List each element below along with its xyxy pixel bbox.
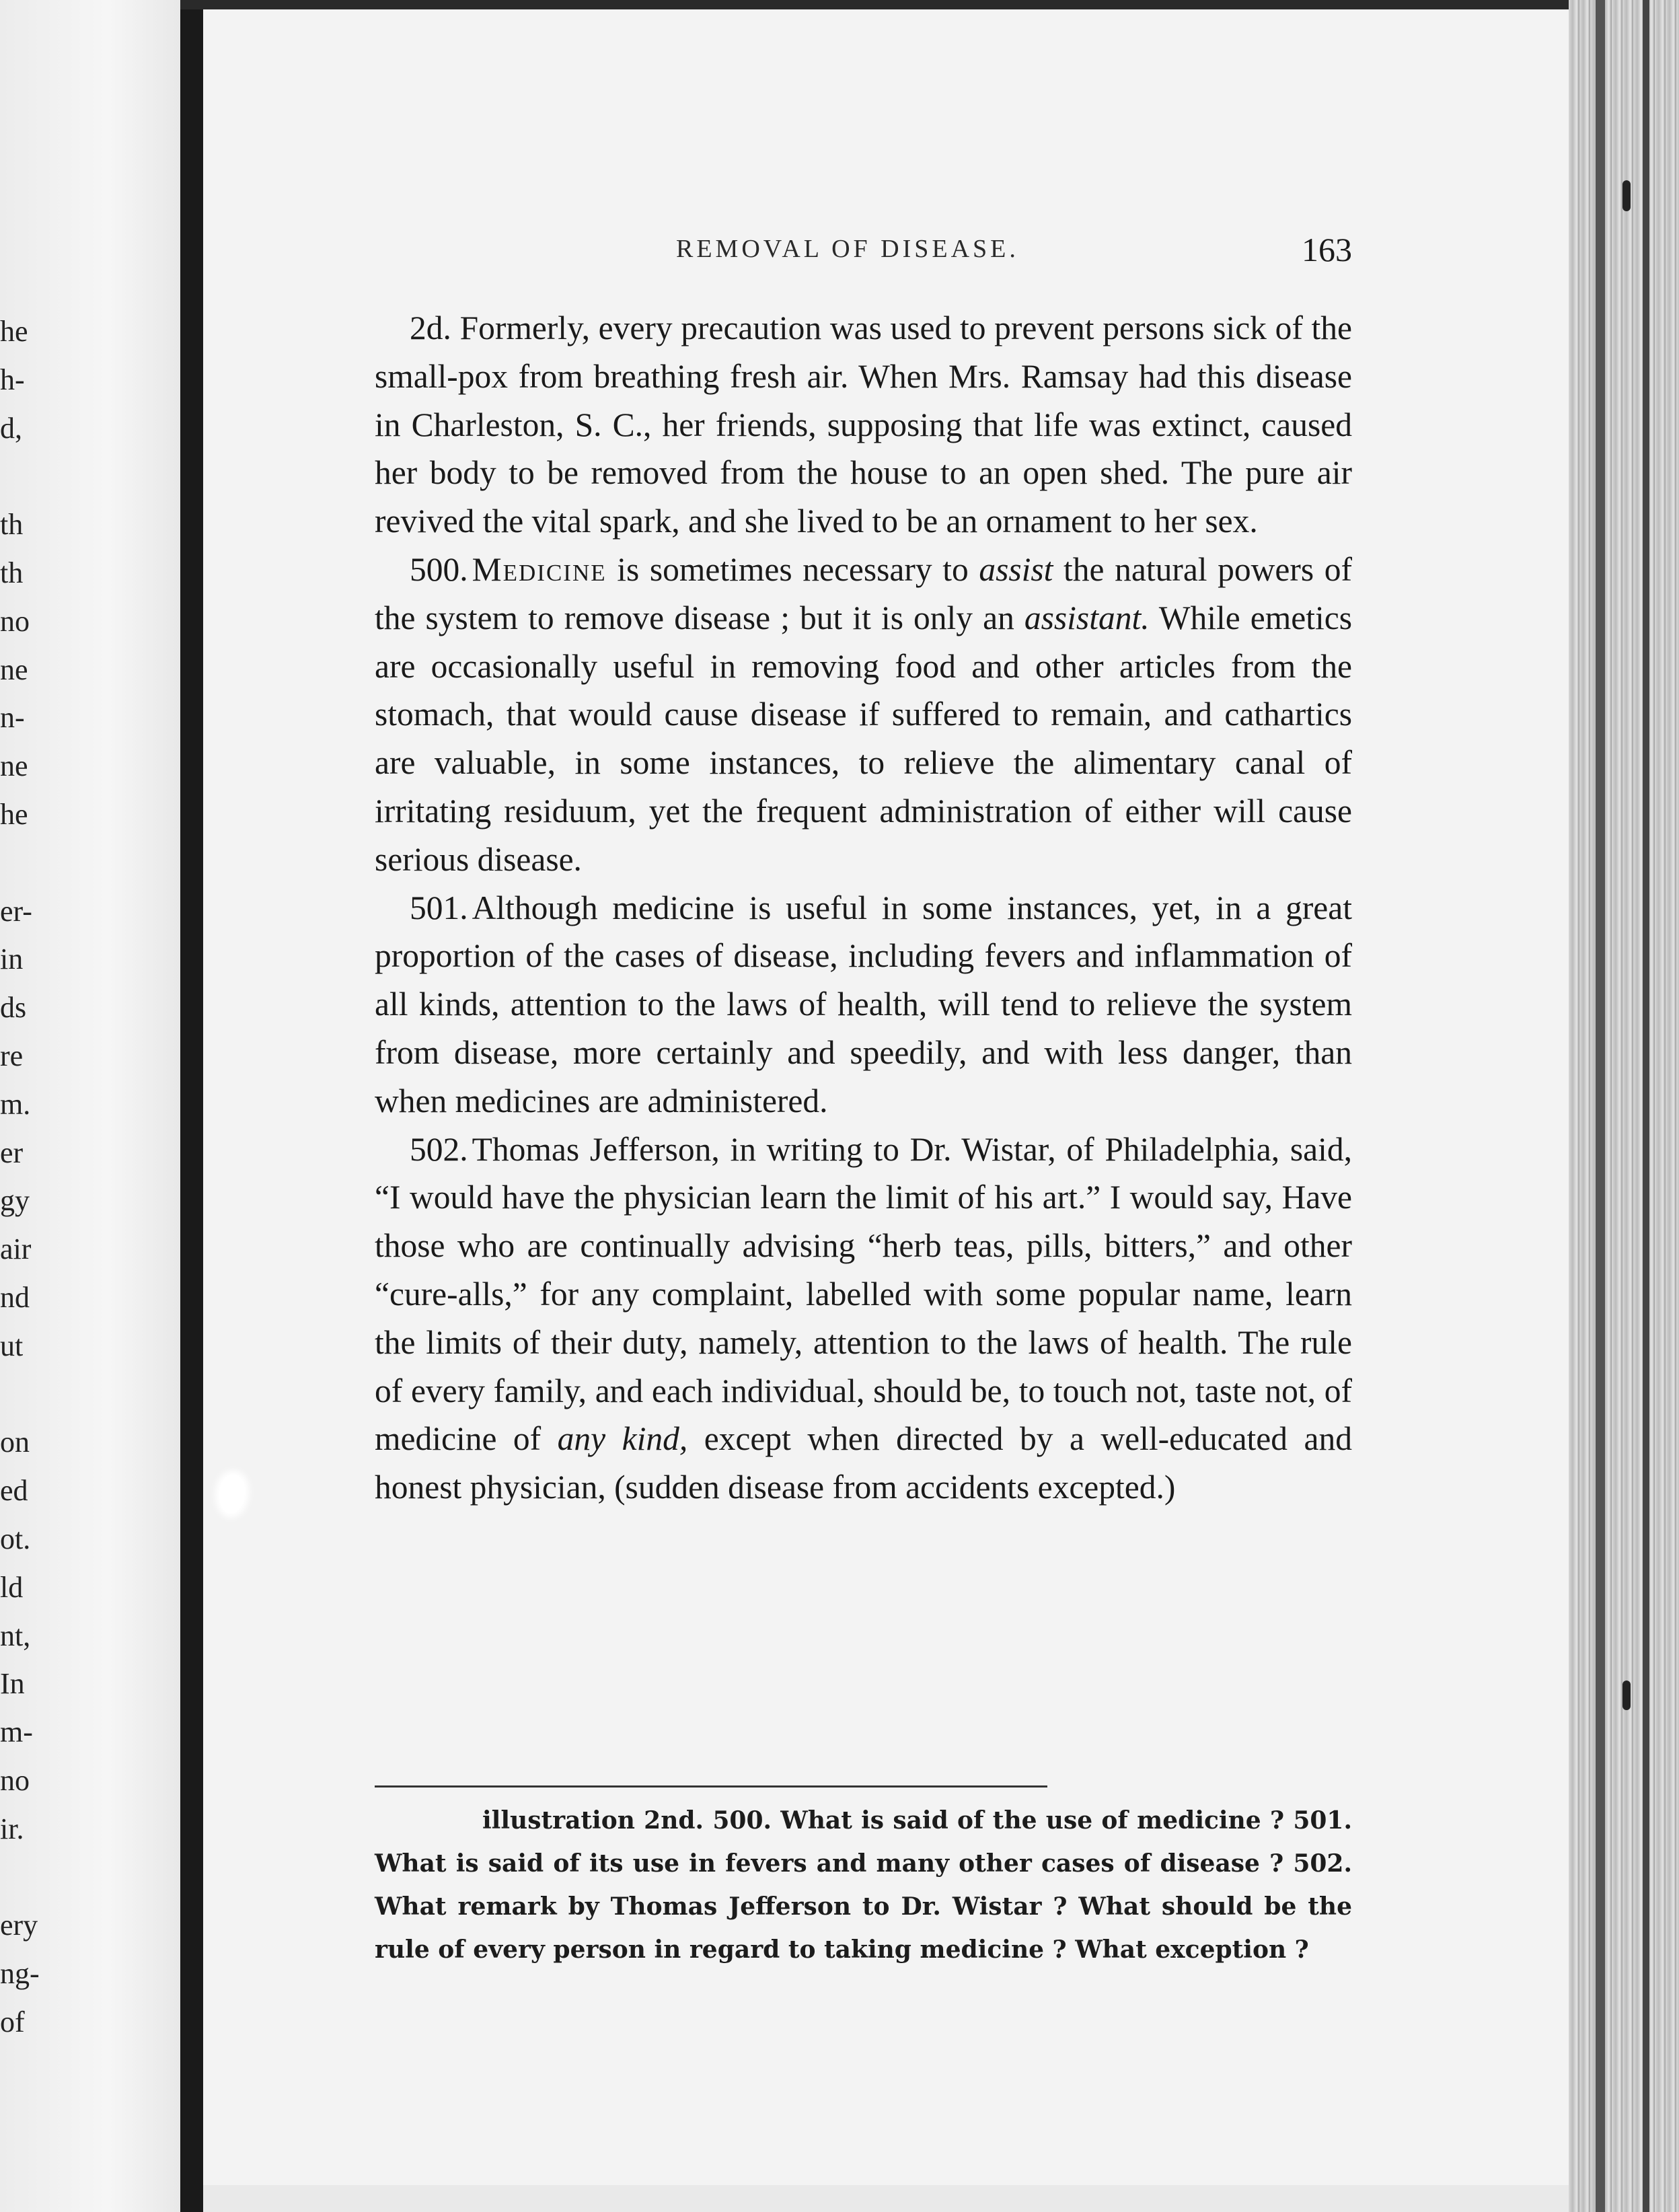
facing-page-word-fragment: d,: [0, 411, 22, 445]
paragraph-text: is sometimes necessary to: [606, 550, 979, 588]
book-gutter: [180, 0, 203, 2212]
facing-page-word-fragment: in: [0, 943, 24, 976]
facing-page-word-fragment: no: [0, 1764, 30, 1797]
facing-page-word-fragment: ir.: [0, 1812, 24, 1845]
facing-page-word-fragment: ne: [0, 749, 28, 783]
facing-page-word-fragment: ot.: [0, 1522, 31, 1555]
facing-page-word-fragment: er-: [0, 894, 32, 928]
paragraph: [375, 884, 1352, 1126]
paragraph-text: Although medicine is useful in some instances, yet, in a great proportion of the cases of disease, including fevers and inflammation of all kinds, attention to the laws of health, will tend to relieve the system from disease, more certainly and speedily, and with less danger, than when medicines are administered.: [375, 889, 1352, 1119]
facing-page-word-fragment: ery: [0, 1909, 38, 1942]
facing-page-word-fragment: m.: [0, 1087, 31, 1121]
facing-page-word-fragment: th: [0, 556, 24, 589]
facing-page-word-fragment: of: [0, 2005, 25, 2038]
edge-mark: [1622, 180, 1631, 211]
facing-page-fragment: [0, 0, 180, 2212]
italic-text: any kind,: [557, 1420, 688, 1458]
page-header: [676, 231, 1352, 274]
paragraph-text: except when directed by a well-educated and honest physician, (sudden disease from accidents excepted.): [375, 1420, 1352, 1506]
facing-page-word-fragment: n-: [0, 701, 25, 735]
facing-page-word-fragment: nd: [0, 1281, 30, 1314]
paragraph-text: the natural powers of the system to remove disease ; but it is only an: [375, 550, 1352, 636]
paragraph: [375, 304, 1352, 546]
facing-page-word-fragment: ds: [0, 991, 27, 1025]
facing-page-word-fragment: m-: [0, 1716, 33, 1749]
facing-page-word-fragment: he: [0, 798, 28, 831]
page-number: 163: [1302, 231, 1352, 268]
running-head: REMOVAL OF DISEASE.: [676, 235, 1019, 263]
facing-page-word-fragment: gy: [0, 1184, 30, 1218]
page-edges: [1569, 0, 1679, 2212]
facing-page-word-fragment: ed: [0, 1474, 28, 1508]
paragraph-text: While emetics are occasionally useful in removing food and other articles from the stomach, that would cause disease if suffered to remain, and cathartics are valuable, in some instances, to relieve the alimentary canal of irritating residuum, yet the frequent administration of either will cause serious disease.: [375, 599, 1352, 878]
paragraph-number: 500.: [410, 550, 468, 588]
paragraph-number: 501.: [410, 889, 468, 926]
edge-line: [1596, 0, 1605, 2212]
paragraph-text: 2d. Formerly, every precaution was used to prevent persons sick of the small-pox from breathing fresh air. When Mrs. Ramsay had this disease in Charleston, S. C., her friends, supposing that life was extinct, caused her body to be removed from the house to an open shed. The pure air revived the vital spark, and she lived to be an ornament to her sex.: [375, 309, 1352, 540]
questions-text: illustration 2nd. 500. What is said of the use of medicine ? 501. What is said of its use in fevers and many other cases of disease ? 502. What remark by Thomas Jefferson to Dr. Wistar ? What should be the rule of every person in regard to taking medicine ? What exception ?: [375, 1806, 1352, 1964]
facing-page-word-fragment: air: [0, 1232, 32, 1266]
facing-page-word-fragment: re: [0, 1039, 24, 1072]
facing-page-word-fragment: ut: [0, 1329, 24, 1362]
facing-page-word-fragment: no: [0, 604, 30, 638]
paragraph: [375, 1126, 1352, 1512]
facing-page-word-fragment: nt,: [0, 1619, 31, 1652]
paragraph-text: Thomas Jefferson, in writing to Dr. Wistar, of Philadelphia, said, “I would have the physician learn the limit of his art.” I would say, Have those who are continually advising “herb teas, pills, bitters,” and other “cure-alls,” for any complaint, labelled with some popular name, learn the limits of their duty, namely, attention to the laws of health. The rule of every family, and each individual, should be, to touch not, taste not, of medicine of: [375, 1130, 1352, 1458]
page-bottom-margin: [203, 2185, 1569, 2212]
top-shadow: [180, 0, 1640, 9]
paragraph-number: 502.: [410, 1130, 468, 1168]
facing-page-word-fragment: er: [0, 1136, 24, 1169]
facing-page-word-fragment: h-: [0, 363, 25, 396]
paragraph: [375, 546, 1352, 884]
facing-page-word-fragment: on: [0, 1426, 30, 1459]
page-body: [375, 304, 1352, 1512]
footnote-rule: [375, 1785, 1047, 1787]
edge-mark: [1622, 1681, 1631, 1710]
review-questions: [375, 1799, 1352, 1971]
italic-text: assistant.: [1024, 599, 1150, 636]
edge-line: [1643, 0, 1649, 2212]
facing-page-word-fragment: In: [0, 1667, 25, 1701]
italic-text: assist: [979, 550, 1053, 588]
facing-page-word-fragment: he: [0, 315, 28, 348]
facing-page-word-fragment: ng-: [0, 1957, 40, 1991]
facing-page-word-fragment: th: [0, 508, 24, 542]
facing-page-word-fragment: ne: [0, 653, 28, 686]
small-caps-text: Medicine: [472, 550, 607, 588]
facing-page-word-fragment: ld: [0, 1570, 24, 1604]
